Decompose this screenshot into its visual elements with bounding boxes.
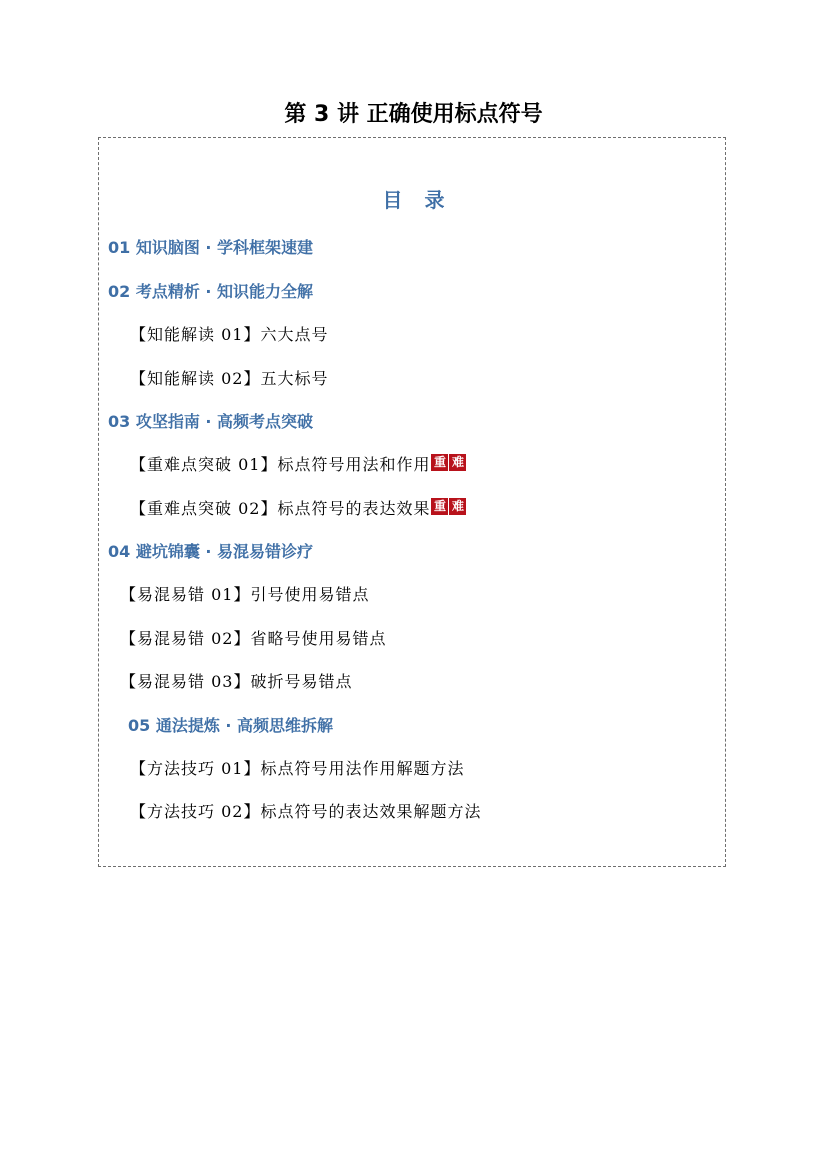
- toc-item-zhongnan-02[interactable]: [130, 497, 467, 521]
- key-difficult-badge: [431, 449, 467, 473]
- page-title: 第 3 讲 正确使用标点符号: [284, 102, 543, 127]
- toc-item-fangfa-02[interactable]: 【方法技巧 02】标点符号的表达效果解题方法: [130, 802, 482, 821]
- toc-heading: 目录: [382, 188, 467, 212]
- toc-item-yihun-03[interactable]: 【易混易错 03】破折号易错点: [120, 672, 353, 691]
- toc-section-04[interactable]: 04 避坑锦囊 · 易混易错诊疗: [108, 542, 314, 561]
- toc-item-label: 【重难点突破 01】标点符号用法和作用: [130, 455, 431, 474]
- toc-section-02[interactable]: 02 考点精析 · 知识能力全解: [108, 282, 314, 301]
- toc-item-yihun-02[interactable]: 【易混易错 02】省略号使用易错点: [120, 629, 387, 648]
- badge-char-zhong: 重: [431, 498, 448, 515]
- toc-item-label: 【重难点突破 02】标点符号的表达效果: [130, 499, 431, 518]
- toc-item-zhineng-02[interactable]: 【知能解读 02】五大标号: [130, 369, 329, 388]
- toc-section-03[interactable]: 03 攻坚指南 · 高频考点突破: [108, 412, 314, 431]
- toc-item-zhongnan-01[interactable]: [130, 453, 467, 477]
- toc-item-zhineng-01[interactable]: 【知能解读 01】六大点号: [130, 325, 329, 344]
- badge-char-nan: 难: [449, 498, 466, 515]
- badge-char-nan: 难: [449, 454, 466, 471]
- toc-item-yihun-01[interactable]: 【易混易错 01】引号使用易错点: [120, 585, 370, 604]
- key-difficult-badge: [431, 493, 467, 517]
- toc-section-05[interactable]: 05 通法提炼 · 高频思维拆解: [128, 716, 334, 735]
- badge-char-zhong: 重: [431, 454, 448, 471]
- toc-item-fangfa-01[interactable]: 【方法技巧 01】标点符号用法作用解题方法: [130, 759, 465, 778]
- toc-section-01[interactable]: 01 知识脑图 · 学科框架速建: [108, 238, 314, 257]
